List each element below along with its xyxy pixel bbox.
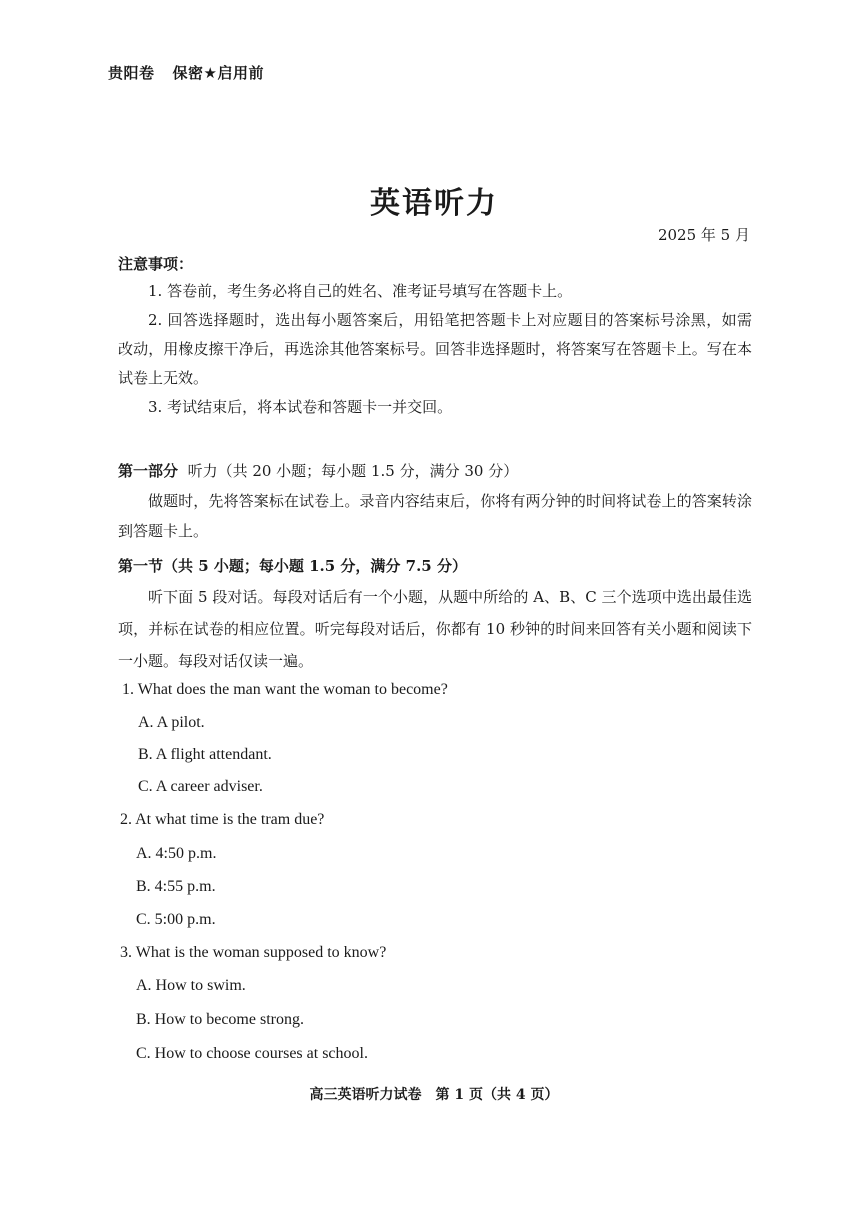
note-item-3: 3. 考试结束后，将本试卷和答题卡一并交回。 (148, 398, 453, 416)
part-1-heading (118, 460, 518, 481)
region-label: 贵阳卷 (108, 64, 155, 82)
question-2-option-c: C. 5:00 p.m. (136, 911, 216, 928)
exam-date: 2025 年 5 月 (657, 226, 750, 244)
note-item-2: 2. 回答选择题时，选出每小题答案后，用铅笔把答题卡上对应题目的答案标号涂黑，如需改动，用橡皮擦干净后，再选涂其他答案标号。回答非选择题时，将答案写在答题卡上。写在本试卷上无效。 (118, 311, 752, 387)
part-1-instructions: 做题时，先将答案标在试卷上。录音内容结束后，你将有两分钟的时间将试卷上的答案转涂到答题卡上。 (118, 492, 752, 540)
part-1-heading-bold: 第一部分 (118, 462, 179, 480)
question-3-option-a: A. How to swim. (136, 977, 246, 994)
section-1-instructions: 听下面 5 段对话。每段对话后有一个小题，从题中所给的 A、B、C 三个选项中选出最佳选项，并标在试卷的相应位置。听完每段对话后，你都有 10 秒钟的时间来回答有关小题和阅读下一小题。每段对话仅读一遍。 (118, 588, 752, 670)
question-1-option-c: C. A career adviser. (138, 778, 263, 795)
question-3-option-b: B. How to become strong. (136, 1011, 304, 1028)
question-2: 2. At what time is the tram due? (120, 811, 325, 828)
question-1: 1. What does the man want the woman to become? (122, 681, 448, 698)
page-footer: 高三英语听力试卷 第 1 页（共 4 页） (309, 1087, 559, 1103)
part-1-heading-rest: 听力（共 20 小题；每小题 1.5 分，满分 30 分） (187, 462, 519, 480)
question-2-option-a: A. 4:50 p.m. (136, 845, 217, 862)
question-1-option-b: B. A flight attendant. (138, 746, 272, 763)
page-title: 英语听力 (370, 186, 498, 221)
note-item-1: 1. 答卷前，考生务必将自己的姓名、准考证号填写在答题卡上。 (148, 282, 573, 300)
page-header (108, 62, 264, 83)
question-1-option-a: A. A pilot. (138, 714, 205, 731)
secrecy-label: 保密★启用前 (172, 64, 264, 82)
notes-heading: 注意事项： (118, 255, 194, 273)
question-3-option-c: C. How to choose courses at school. (136, 1045, 368, 1062)
question-3: 3. What is the woman supposed to know? (120, 944, 387, 961)
section-1-heading: 第一节（共 5 小题；每小题 1.5 分，满分 7.5 分） (118, 557, 467, 575)
question-2-option-b: B. 4:55 p.m. (136, 878, 216, 895)
